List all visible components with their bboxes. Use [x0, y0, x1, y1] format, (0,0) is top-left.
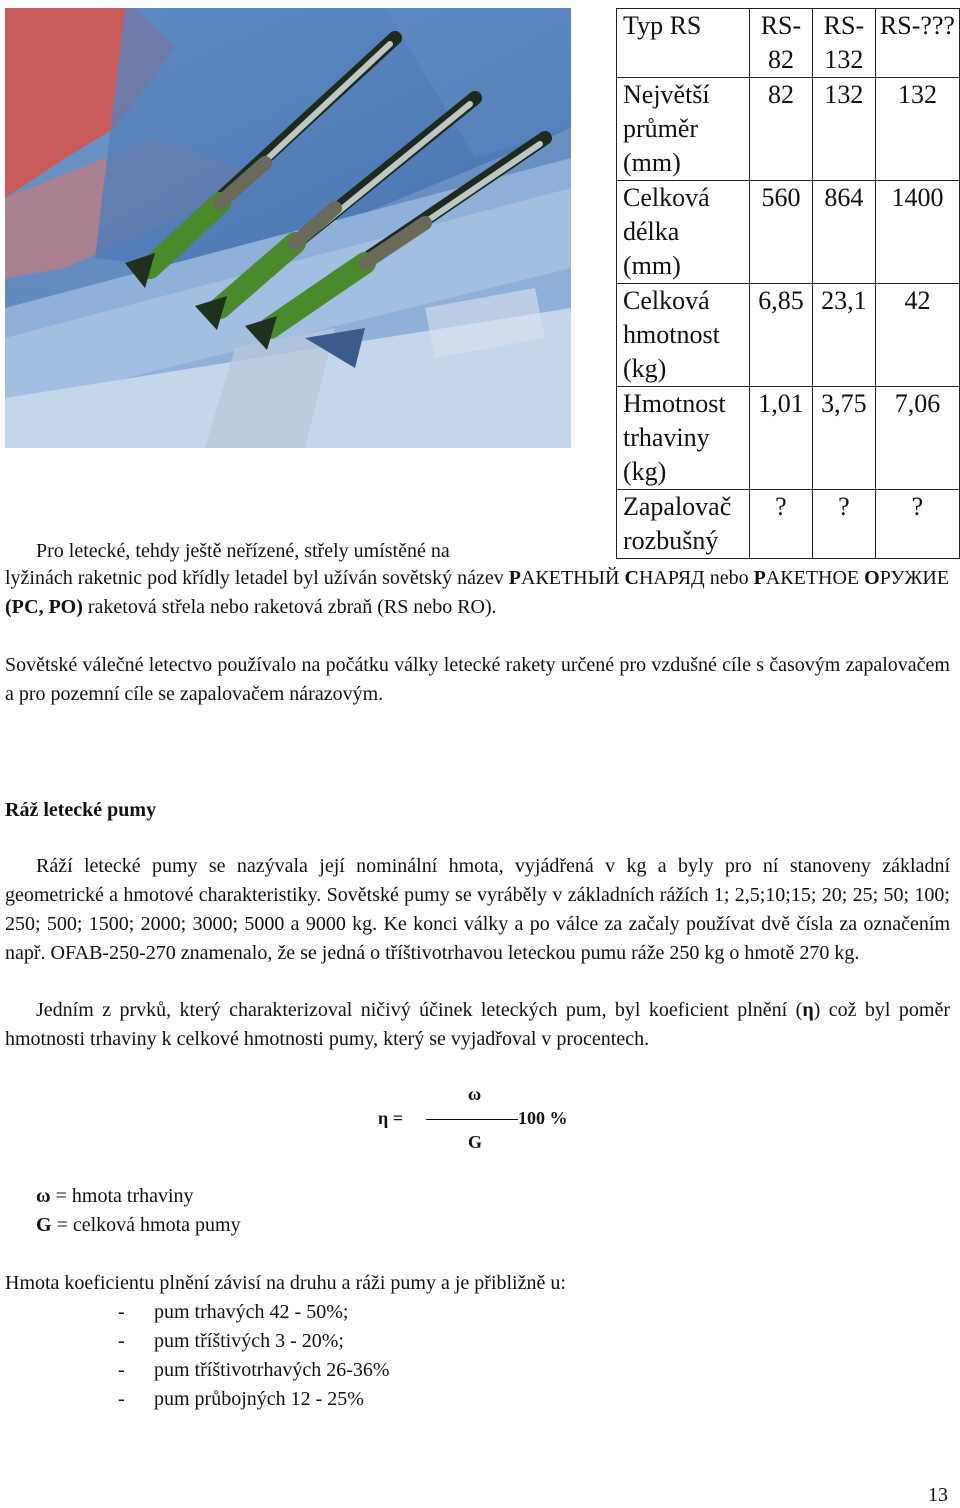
spec-row — [617, 387, 960, 490]
spec-cell: 132 — [812, 78, 875, 181]
spec-cell: RS-82 — [749, 9, 812, 78]
paragraph-caliber: Ráží letecké pumy se nazývala její nominální hmota, vyjádřená v kg a byly pro ní stanoveny základní geometrické a hmotové charakteristiky. Sovětské pumy se vyráběly v základních rážích 1; 2,5;10;15; 20; 25; 50; 100; 250; 500; 1500; 2000; 3000; 5000 a 9000 kg. Ke konci války a po válce za začaly používat dvě čísla za označením např. OFAB-250-270 znamenalo, že se jedná o tříštivotrhavou leteckou pumu ráže 250 kg o hmotě 270 kg. — [5, 855, 950, 964]
spec-row — [617, 9, 960, 78]
fraction-bar — [426, 1119, 518, 1120]
spec-cell: ? — [875, 490, 959, 559]
legend-g: G = celková hmota pumy — [36, 1214, 241, 1236]
aircraft-rocket-photo — [5, 8, 571, 448]
spec-cell: RS-132 — [812, 9, 875, 78]
spec-cell: 560 — [749, 181, 812, 284]
spec-row-label: Celková hmotnost (kg) — [617, 284, 750, 387]
list-item: - pum tříštivotrhavých 26-36% — [118, 1359, 390, 1381]
spec-cell: 1,01 — [749, 387, 812, 490]
page-number: 13 — [928, 1484, 948, 1506]
formula-factor: 100 % — [518, 1108, 568, 1128]
section-heading: Ráž letecké pumy — [5, 799, 157, 821]
spec-row-label: Hmotnost trhaviny (kg) — [617, 387, 750, 490]
paragraph-fill-coefficient: Jedním z prvků, který charakterizoval ničivý účinek leteckých pum, byl koeficient plnění (η) což byl poměr hmotnosti trhaviny k celkové hmotnosti pumy, který se vyjadřoval v procentech. — [5, 999, 950, 1050]
spec-cell: 23,1 — [812, 284, 875, 387]
list-item: - pum průbojných 12 - 25% — [118, 1388, 364, 1410]
formula-lhs: η = — [378, 1108, 403, 1128]
list-item: - pum tříštivých 3 - 20%; — [118, 1330, 344, 1352]
bomb-fill-list — [118, 1298, 390, 1414]
spec-row-label: Typ RS — [617, 9, 750, 78]
intro-paragraph: lyžinách raketnic pod křídly letadel byl užíván sovětský název РАКЕТНЫЙ СНАРЯД nebo РАКЕТНОЕ ОРУЖИЕ (РС, РО) raketová střela nebo raketová zbraň (RS nebo RO). — [5, 567, 950, 618]
spec-row — [617, 181, 960, 284]
formula-denominator: G — [468, 1132, 483, 1152]
fill-coefficient-formula — [378, 1080, 588, 1160]
spec-row — [617, 284, 960, 387]
spec-cell: 82 — [749, 78, 812, 181]
spec-cell: 3,75 — [812, 387, 875, 490]
spec-cell: 6,85 — [749, 284, 812, 387]
fill-mass-intro: Hmota koeficientu plnění závisí na druhu a ráži pumy a je přibližně u: — [5, 1272, 566, 1294]
spec-row-label: Zapalovač rozbušný — [617, 490, 750, 559]
spec-cell: 864 — [812, 181, 875, 284]
spec-row-label: Největší průměr (mm) — [617, 78, 750, 181]
spec-row-label: Celková délka (mm) — [617, 181, 750, 284]
spec-cell: 42 — [875, 284, 959, 387]
spec-cell: ? — [812, 490, 875, 559]
spec-cell: 132 — [875, 78, 959, 181]
intro-line-1: Pro letecké, tehdy ještě neřízené, střely umístěné na — [36, 540, 450, 562]
spec-row — [617, 490, 960, 559]
formula-numerator: ω — [468, 1084, 482, 1104]
spec-row — [617, 78, 960, 181]
rocket-spec-table — [616, 8, 960, 559]
spec-cell: 7,06 — [875, 387, 959, 490]
paragraph-rockets-usage: Sovětské válečné letectvo používalo na počátku války letecké rakety určené pro vzdušné cíle s časovým zapalovačem a pro pozemní cíle se zapalovačem nárazovým. — [5, 654, 950, 705]
spec-cell: RS-??? — [875, 9, 959, 78]
spec-cell: 1400 — [875, 181, 959, 284]
list-item: - pum trhavých 42 - 50%; — [118, 1301, 349, 1323]
legend-omega: ω = hmota trhaviny — [36, 1185, 194, 1207]
spec-cell: ? — [749, 490, 812, 559]
